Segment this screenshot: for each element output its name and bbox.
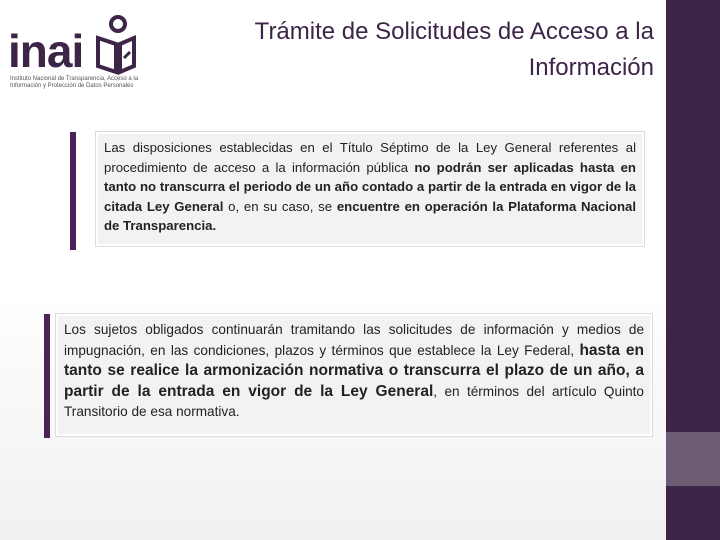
quote2-text-2: , en términos del artículo Quinto Transitorio de esa normativa. (64, 383, 644, 419)
quote-accent-bar (44, 314, 50, 438)
person-book-icon (90, 14, 138, 76)
quote-text-box (56, 314, 652, 436)
right-bar-light-block (666, 432, 720, 486)
quote1-bold-text: no podrán ser aplicadas hasta en tanto no transcurra el periodo de un año contado a partir de la entrada en vigor de la citada Ley General (104, 159, 636, 214)
quote1-bold-text-2: encuentre en operación la Plataforma Nacional de Transparencia. (104, 198, 636, 233)
quote1-text: Las disposiciones establecidas en el Título Séptimo de la Ley General referentes al procedimiento de acceso a la información pública (104, 140, 636, 175)
quote-block-1 (70, 132, 652, 250)
page-title: Trámite de Solicitudes de Acceso a la Información (254, 18, 654, 81)
quote-block-2 (44, 314, 652, 438)
quote-text-box (96, 132, 644, 246)
logo-wordmark: inai (8, 25, 84, 77)
quote-accent-bar (70, 132, 76, 250)
quote2-bold-text: hasta en tanto se realice la armonización normativa o transcurra el plazo de un año, a partir de la entrada en vigor de la Ley General (64, 341, 645, 400)
inai-logo (8, 14, 158, 94)
logo-subtitle: Instituto Nacional de Transparencia, Acceso a la Información y Protección de Datos Personales (10, 76, 139, 89)
right-decorative-bar (666, 0, 720, 540)
quote1-text-2: o, en su caso, se (223, 198, 337, 214)
quote2-text: Los sujetos obligados continuarán tramitando las solicitudes de información y medios de impugnación, en las condiciones, plazos y términos que establece la Ley Federal, (64, 322, 644, 358)
